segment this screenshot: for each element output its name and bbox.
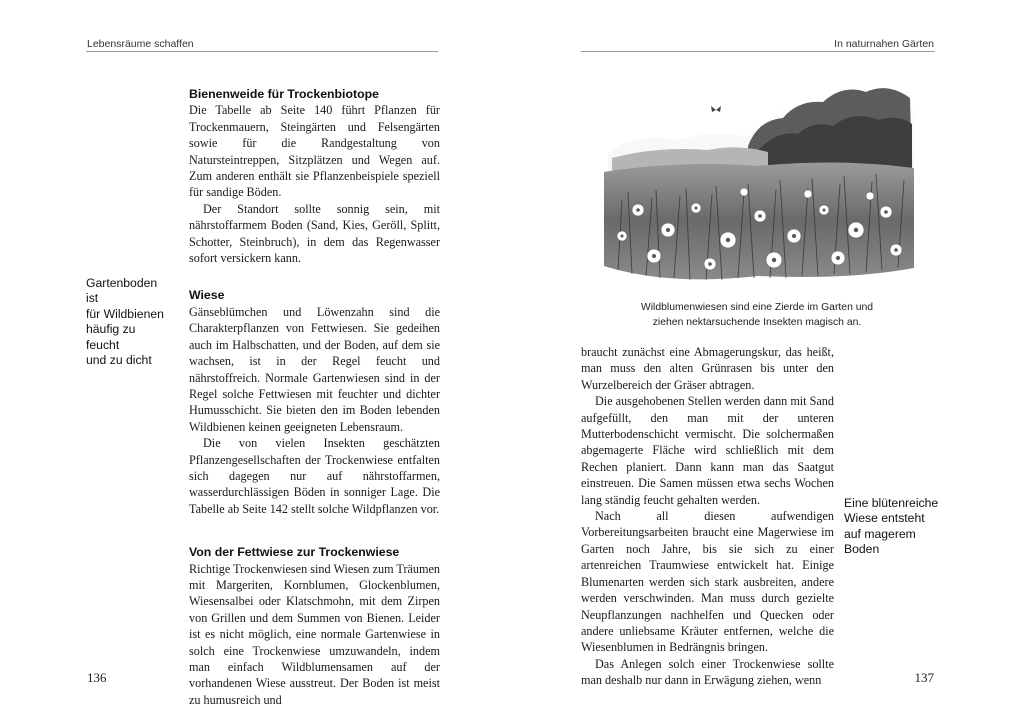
- running-head-right: In naturnahen Gärten: [834, 38, 934, 50]
- margin-note-right: [844, 496, 944, 558]
- margin-note-line: Boden: [844, 542, 880, 557]
- text-column-left: [189, 86, 440, 708]
- margin-note-line: und zu dicht: [86, 353, 152, 368]
- paragraph: Nach all diesen aufwendigen Vorbereitungsarbeiten braucht eine Magerwiese im Garten noch Jahre, bis sie sich zu einer artenreichen Traumwiese entwickelt hat. Einige Blumenarten werden sich stark ausbreiten, andere werden verschwinden. Man muss durch gezielte Neupflanzungen nachhelfen und Quecken oder andere unliebsame Kräuter entfernen, welche die Wiesenblumen in Bedrängnis bringen.: [581, 509, 834, 655]
- figure-caption: [592, 300, 922, 330]
- page-number-right: 137: [914, 670, 934, 685]
- margin-note-line: Eine blütenreiche: [844, 496, 939, 510]
- margin-note-line: auf magerem: [844, 526, 916, 541]
- section-heading: Wiese: [189, 288, 225, 303]
- margin-note-line: für Wildbienen: [86, 306, 164, 321]
- caption-line: Wildblumenwiesen sind eine Zierde im Garten und: [640, 302, 874, 313]
- caption-line: ziehen nektarsuchende Insekten magisch an.: [652, 317, 862, 328]
- header-rule-left: [86, 51, 438, 52]
- wildflower-meadow-illustration: [598, 80, 916, 290]
- section-heading: Von der Fettwiese zur Trockenwiese: [189, 545, 400, 560]
- paragraph: Das Anlegen solch einer Trockenwiese sollte man deshalb nur dann in Erwägung ziehen, wenn: [581, 656, 834, 688]
- margin-note-left: [86, 276, 166, 368]
- text-column-right: [581, 344, 834, 689]
- section-heading: Bienenweide für Trockenbiotope: [189, 87, 379, 101]
- header-rule-right: [581, 51, 935, 52]
- margin-note-line: Gartenboden ist: [86, 276, 158, 306]
- margin-note-line: Wiese entsteht: [844, 511, 925, 526]
- paragraph: Die Tabelle ab Seite 140 führt Pflanzen für Trockenmauern, Steingärten und Felsengärten sowie für die Randgestaltung von Natursteintreppen, Sitzplätzen und Wegen auf. Zum anderen enthält sie Pflanzenbeispiele speziell für sandige Böden.: [189, 103, 440, 200]
- paragraph: braucht zunächst eine Abmagerungskur, das heißt, man muss den alten Grünrasen bis unter den Wurzelbereich der Gräser abtragen.: [581, 345, 834, 392]
- margin-note-line: häufig zu feucht: [86, 322, 136, 352]
- paragraph: Der Standort sollte sonnig sein, mit nährstoffarmem Boden (Sand, Kies, Geröll, Splitt, Schotter, Steinbruch), in dem das Regenwasser sofort versickern kann.: [189, 201, 440, 266]
- paragraph: Richtige Trockenwiesen sind Wiesen zum Träumen mit Margeriten, Kornblumen, Glockenblumen, Wiesensalbei oder Klatschmohn, mit dem Zirpen von Grillen und dem Summen von Bienen. Leider ist es nicht möglich, eine normale Gartenwiese in solch eine Trockenwiese umzuwandeln, indem man einfach Wildblumensamen auf der vorhandenen Wiese ausstreut. Der Boden ist meist zu humusreich und: [189, 561, 440, 707]
- running-head-left: Lebensräume schaffen: [87, 38, 194, 50]
- paragraph: Die von vielen Insekten geschätzten Pflanzengesellschaften der Trockenwiese entfalten sich dagegen nur auf nährstoffarmen, wasserdurchlässigen Böden in sonniger Lage. Die Tabelle ab Seite 142 stellt solche Wildpflanzen vor.: [189, 436, 440, 516]
- page-number-left: 136: [87, 670, 107, 685]
- paragraph: Gänseblümchen und Löwenzahn sind die Charakterpflanzen von Fettwiesen. Sie gedeihen auch im Halbschatten, und der Boden, auf dem sie wachsen, ist in der Regel feucht und nährstoffreich. Normale Gartenwiesen sind in der Regel solche Fettwiesen mit feuchter und dichter Humusschicht. Sie bieten den im Boden lebenden Wildbienen keinen geeigneten Lebensraum.: [189, 304, 440, 434]
- paragraph: Die ausgehobenen Stellen werden dann mit Sand aufgefüllt, den man mit der unteren Mutterbodenschicht vermischt. Die solchermaßen abgemagerte Fläche wird schließlich mit dem Rechen planiert. Dann kann man das Saatgut einstreuen. Die Samen müssen etwa sechs Wochen lang ständig feucht gehalten werden.: [581, 394, 834, 507]
